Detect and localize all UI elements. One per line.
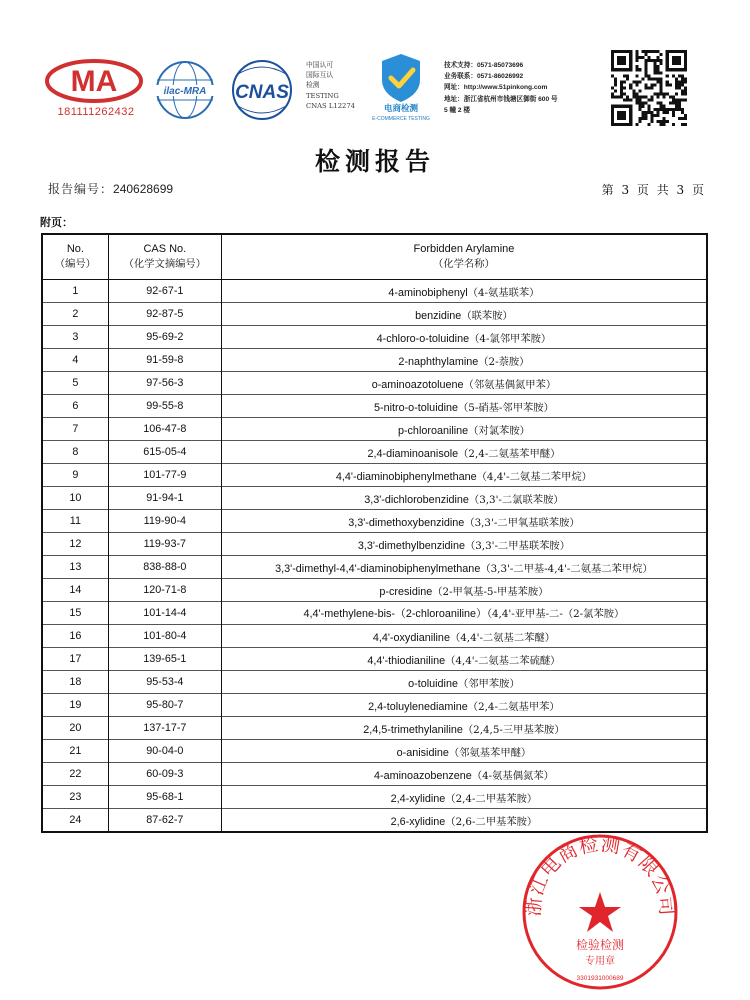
table-row <box>42 809 707 833</box>
cell-chemical-name <box>221 349 707 372</box>
cell-no: 17 <box>42 648 108 671</box>
cell-no: 15 <box>42 602 108 625</box>
table-row <box>42 510 707 533</box>
chemical-name-cn: （2,4-二氨基苯甲醚） <box>458 447 561 460</box>
cell-chemical-name <box>221 372 707 395</box>
cell-chemical-name <box>221 418 707 441</box>
cell-cas: 92-87-5 <box>108 303 221 326</box>
cell-chemical-name <box>221 648 707 671</box>
cell-no: 1 <box>42 280 108 303</box>
contact-address-line2: 5 幢 2 楼 <box>444 106 471 114</box>
chemical-name-cn: （4-氨基联苯） <box>467 286 540 299</box>
table-row <box>42 349 707 372</box>
chemical-name-en: 3,3'-dimethylbenzidine <box>357 539 465 552</box>
cell-cas: 119-93-7 <box>108 533 221 556</box>
chemical-name-en: 4,4'-diaminobiphenylmethane <box>335 470 477 483</box>
cell-chemical-name <box>221 625 707 648</box>
table-row <box>42 280 707 303</box>
chemical-name-cn: （4,4'-二氨基二苯醚） <box>449 631 556 644</box>
cell-chemical-name <box>221 602 707 625</box>
cell-cas: 95-80-7 <box>108 694 221 717</box>
cell-chemical-name <box>221 441 707 464</box>
chemical-name-cn: （邻氨基偶氮甲苯） <box>463 378 557 391</box>
cnas-logo <box>224 60 300 120</box>
contact-phone-business: 业务联系：0571-86026992 <box>444 73 524 81</box>
chemical-name-en: 3,3'-dimethoxybenzidine <box>348 516 465 529</box>
table-row <box>42 579 707 602</box>
cell-chemical-name <box>221 763 707 786</box>
cell-chemical-name <box>221 579 707 602</box>
cell-cas: 97-56-3 <box>108 372 221 395</box>
chemical-name-en: p-chloroaniline <box>397 424 469 437</box>
chemical-name-en: 4-aminobiphenyl <box>388 286 468 299</box>
cell-chemical-name <box>221 671 707 694</box>
chemical-name-cn: （3,3'-二甲基-4,4'-二氨基二苯甲烷） <box>480 562 653 575</box>
cell-cas: 99-55-8 <box>108 395 221 418</box>
accreditation-line: CNAS L12274 <box>306 101 356 110</box>
chemical-name-cn: （2,4-二甲基苯胺） <box>445 792 538 805</box>
cell-no: 19 <box>42 694 108 717</box>
seal-arc-text: 浙江电商检测有限公司 <box>522 833 678 918</box>
cell-cas: 90-04-0 <box>108 740 221 763</box>
report-number <box>48 180 173 197</box>
cell-chemical-name <box>221 809 707 833</box>
table-row <box>42 487 707 510</box>
chemical-name-cn: （2,4-二氨基甲苯） <box>467 700 560 713</box>
table-row <box>42 418 707 441</box>
table-row <box>42 740 707 763</box>
contact-phone-tech: 技术支持：0571-85073696 <box>444 62 524 69</box>
chemical-name-cn: （4,4'-二氨基二苯硫醚） <box>445 654 561 667</box>
cell-chemical-name <box>221 510 707 533</box>
chemical-name-en: 5-nitro-o-toluidine <box>373 401 459 414</box>
report-number-label: 报告编号： <box>48 182 114 196</box>
cell-cas: 95-53-4 <box>108 671 221 694</box>
cell-chemical-name <box>221 326 707 349</box>
cell-no: 13 <box>42 556 108 579</box>
cell-cas: 838-88-0 <box>108 556 221 579</box>
chemical-name-en: 4,4'-thiodianiline <box>367 654 446 667</box>
chemical-name-en: 2,6-xylidine <box>390 815 446 828</box>
cell-cas: 95-69-2 <box>108 326 221 349</box>
chemical-name-cn: （3,3'-二氯联苯胺） <box>468 493 564 506</box>
page-indicator: 第 3 页 共 3 页 <box>601 183 706 197</box>
chemical-name-cn: （2-甲氧基-5-甲基苯胺） <box>432 585 549 598</box>
chemical-name-en: benzidine <box>415 309 462 322</box>
header-cas: CAS No. （化学文摘编号） <box>108 234 221 280</box>
chemical-name-cn: （对氯苯胺） <box>468 424 530 437</box>
chemical-name-en: 4,4'-methylene-bis-（2-chloroaniline） <box>303 608 487 620</box>
table-row <box>42 671 707 694</box>
cell-cas: 120-71-8 <box>108 579 221 602</box>
chemical-name-cn: （5-硝基-邻甲苯胺） <box>458 401 554 414</box>
seal-number: 3301931000689 <box>576 975 624 982</box>
chemical-name-cn: （4-氯邻甲苯胺） <box>469 332 552 345</box>
cell-no: 24 <box>42 809 108 833</box>
cell-no: 6 <box>42 395 108 418</box>
chemical-name-cn: （2,6-二甲基苯胺） <box>445 815 538 828</box>
cell-no: 3 <box>42 326 108 349</box>
table-row <box>42 303 707 326</box>
ecom-en-text: E-COMMERCE TESTING <box>372 116 430 122</box>
chemical-name-en: 4-aminoazobenzene <box>373 769 472 782</box>
chemical-name-cn: （联苯胺） <box>461 309 513 322</box>
cell-no: 22 <box>42 763 108 786</box>
table-row <box>42 556 707 579</box>
cell-no: 10 <box>42 487 108 510</box>
chemical-name-cn: （4,4'-二氨基二苯甲烷） <box>476 470 592 483</box>
table-header-row <box>42 234 707 280</box>
cell-no: 18 <box>42 671 108 694</box>
cell-chemical-name <box>221 556 707 579</box>
chemical-name-en: o-anisidine <box>396 746 449 759</box>
cell-cas: 101-80-4 <box>108 625 221 648</box>
cell-no: 20 <box>42 717 108 740</box>
chemical-name-en: 2,4-xylidine <box>390 792 446 805</box>
accreditation-line: 中国认可 <box>306 61 334 69</box>
seal-line2: 专用章 <box>585 956 615 967</box>
chemical-name-cn: （2-萘胺） <box>478 355 530 368</box>
cell-chemical-name <box>221 464 707 487</box>
cell-no: 2 <box>42 303 108 326</box>
chemical-name-en: 3,3'-dimethyl-4,4'-diaminobiphenylmethane <box>275 562 481 575</box>
cell-no: 14 <box>42 579 108 602</box>
cma-text: MA <box>70 65 118 98</box>
table-row <box>42 372 707 395</box>
cell-no: 5 <box>42 372 108 395</box>
contact-info <box>444 60 604 116</box>
chemical-name-en: 2,4-toluylenediamine <box>368 700 468 713</box>
accreditation-line: 检测 <box>306 81 320 90</box>
cell-no: 9 <box>42 464 108 487</box>
table-row <box>42 763 707 786</box>
cell-no: 23 <box>42 786 108 809</box>
cell-chemical-name <box>221 694 707 717</box>
table-row <box>42 602 707 625</box>
cell-no: 16 <box>42 625 108 648</box>
cell-chemical-name <box>221 717 707 740</box>
qr-code <box>611 50 687 126</box>
cell-cas: 106-47-8 <box>108 418 221 441</box>
report-number-value: 240628699 <box>113 182 174 196</box>
chemical-name-en: 2,4,5-trimethylaniline <box>363 723 463 736</box>
cell-chemical-name <box>221 303 707 326</box>
ilac-mra-logo <box>152 60 218 120</box>
chemical-name-en: 4,4'-oxydianiline <box>372 631 450 644</box>
cell-no: 21 <box>42 740 108 763</box>
cnas-text: CNAS <box>235 82 289 103</box>
chemical-name-cn: （4-氨基偶氮苯） <box>471 769 554 782</box>
ecommerce-testing-logo <box>368 50 434 122</box>
contact-address: 地址：浙江省杭州市钱塘区御街 600 号 <box>444 95 558 103</box>
cell-cas: 60-09-3 <box>108 763 221 786</box>
cell-cas: 139-65-1 <box>108 648 221 671</box>
chemical-name-cn: （邻甲苯胺） <box>457 677 520 690</box>
table-row <box>42 441 707 464</box>
chemical-name-en: o-aminoazotoluene <box>371 378 464 391</box>
chemical-name-cn: （2,4,5-三甲基苯胺） <box>462 723 565 736</box>
cell-chemical-name <box>221 395 707 418</box>
table-row <box>42 625 707 648</box>
cell-cas: 101-14-4 <box>108 602 221 625</box>
seal-line1: 检验检测 <box>575 938 625 952</box>
contact-website: 网址：http://www.51pinkong.com <box>444 84 548 92</box>
cell-no: 11 <box>42 510 108 533</box>
chemical-name-en: 3,3'-dichlorobenzidine <box>364 493 469 506</box>
chemical-name-en: 2-naphthylamine <box>398 355 479 368</box>
table-row <box>42 326 707 349</box>
seal-star-icon <box>579 892 621 932</box>
accreditation-text <box>306 60 368 111</box>
ilac-text: ilac-MRA <box>163 86 207 97</box>
chemical-name-cn: （3,3'-二甲氧基联苯胺） <box>464 516 580 529</box>
cell-cas: 101-77-9 <box>108 464 221 487</box>
cell-chemical-name <box>221 740 707 763</box>
cell-no: 12 <box>42 533 108 556</box>
chemical-name-cn: （邻氨基苯甲醚） <box>448 746 532 759</box>
accreditation-line: 国际互认 <box>306 71 334 80</box>
cell-chemical-name <box>221 786 707 809</box>
appendix-label: 附页： <box>40 217 73 229</box>
chemical-name-en: o-toluidine <box>408 677 458 690</box>
chemical-name-cn: （4,4'-亚甲基-二-（2-氯苯胺） <box>486 608 625 620</box>
cell-no: 7 <box>42 418 108 441</box>
cell-no: 8 <box>42 441 108 464</box>
cell-chemical-name <box>221 487 707 510</box>
table-row <box>42 648 707 671</box>
cell-cas: 137-17-7 <box>108 717 221 740</box>
table-row <box>42 533 707 556</box>
accreditation-line: TESTING <box>306 91 339 100</box>
chemical-name-cn: （3,3'-二甲基联苯胺） <box>464 539 571 552</box>
cell-chemical-name <box>221 280 707 303</box>
table-row <box>42 717 707 740</box>
header-no: No. （编号） <box>42 234 108 280</box>
table-row <box>42 464 707 487</box>
report-title: 检测报告 <box>314 147 435 176</box>
cell-cas: 92-67-1 <box>108 280 221 303</box>
table-row <box>42 395 707 418</box>
cell-no: 4 <box>42 349 108 372</box>
cell-cas: 119-90-4 <box>108 510 221 533</box>
chemical-name-en: p-cresidine <box>379 585 433 598</box>
chemical-name-en: 4-chloro-o-toluidine <box>376 332 470 345</box>
chemical-name-en: 2,4-diaminoanisole <box>367 447 459 460</box>
cell-cas: 91-59-8 <box>108 349 221 372</box>
table-row <box>42 786 707 809</box>
company-seal <box>520 832 680 992</box>
ecom-cn-text: 电商检测 <box>383 104 419 114</box>
cell-cas: 87-62-7 <box>108 809 221 833</box>
table-row <box>42 694 707 717</box>
cell-chemical-name <box>221 533 707 556</box>
cell-cas: 95-68-1 <box>108 786 221 809</box>
cma-number: 181111262432 <box>57 106 135 118</box>
header-name: Forbidden Arylamine （化学名称） <box>221 234 707 280</box>
cell-cas: 615-05-4 <box>108 441 221 464</box>
cell-cas: 91-94-1 <box>108 487 221 510</box>
arylamine-table <box>41 233 708 833</box>
